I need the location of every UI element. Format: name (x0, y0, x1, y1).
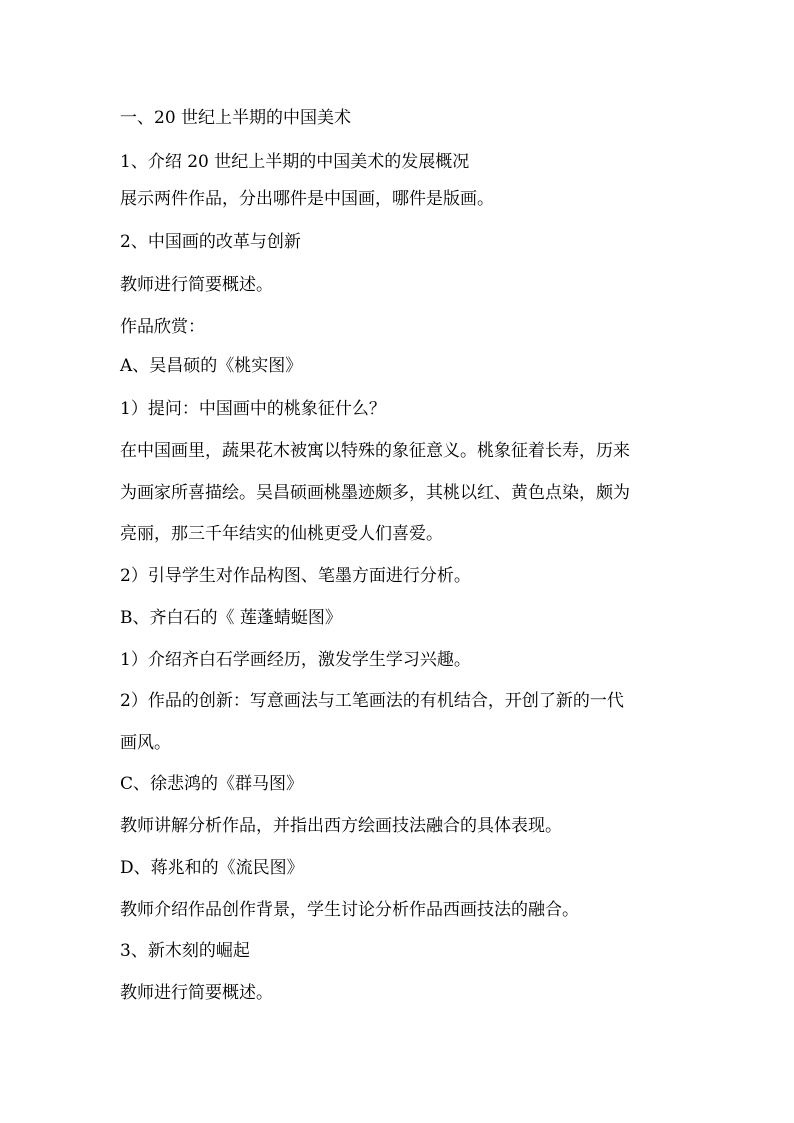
paragraph-line: 作品欣赏： (120, 317, 205, 337)
paragraph-line: 教师讲解分析作品，并指出西方绘画技法融合的具体表现。 (120, 816, 562, 836)
subsection-heading: 3、新木刻的崛起 (120, 941, 250, 961)
list-item: 2）引导学生对作品构图、笔墨方面进行分析。 (120, 566, 471, 586)
paragraph-line: 教师进行简要概述。 (120, 275, 273, 295)
list-item: 1）提问：中国画中的桃象征什么？ (120, 399, 386, 419)
section-heading: 一、20 世纪上半期的中国美术 (120, 108, 352, 128)
subsection-heading: 2、中国画的改革与创新 (120, 232, 301, 252)
paragraph-line: 教师介绍作品创作背景，学生讨论分析作品西画技法的融合。 (120, 900, 579, 920)
paragraph-line: 画风。 (120, 733, 171, 753)
artwork-heading: D、蒋兆和的《流民图》 (120, 858, 304, 878)
list-item: 2）作品的创新：写意画法与工笔画法的有机结合，开创了新的一代 (120, 691, 624, 711)
artwork-heading: A、吴昌硕的《桃实图》 (120, 356, 303, 376)
paragraph-line: 展示两件作品，分出哪件是中国画，哪件是版画。 (120, 189, 494, 209)
artwork-heading: B、齐白石的《 莲蓬蜻蜓图》 (120, 608, 342, 628)
subsection-heading: 1、介绍 20 世纪上半期的中国美术的发展概况 (120, 152, 470, 172)
artwork-heading: C、徐悲鸿的《群马图》 (120, 774, 304, 794)
paragraph-line: 为画家所喜描绘。吴昌硕画桃墨迹颇多，其桃以红、黄色点染，颇为 (120, 483, 630, 503)
paragraph-line: 亮丽，那三千年结实的仙桃更受人们喜爱。 (120, 524, 443, 544)
list-item: 1）介绍齐白石学画经历，激发学生学习兴趣。 (120, 650, 471, 670)
paragraph-line: 教师进行简要概述。 (120, 983, 273, 1003)
paragraph-line: 在中国画里，蔬果花木被寓以特殊的象征意义。桃象征着长寿，历来 (120, 441, 630, 461)
